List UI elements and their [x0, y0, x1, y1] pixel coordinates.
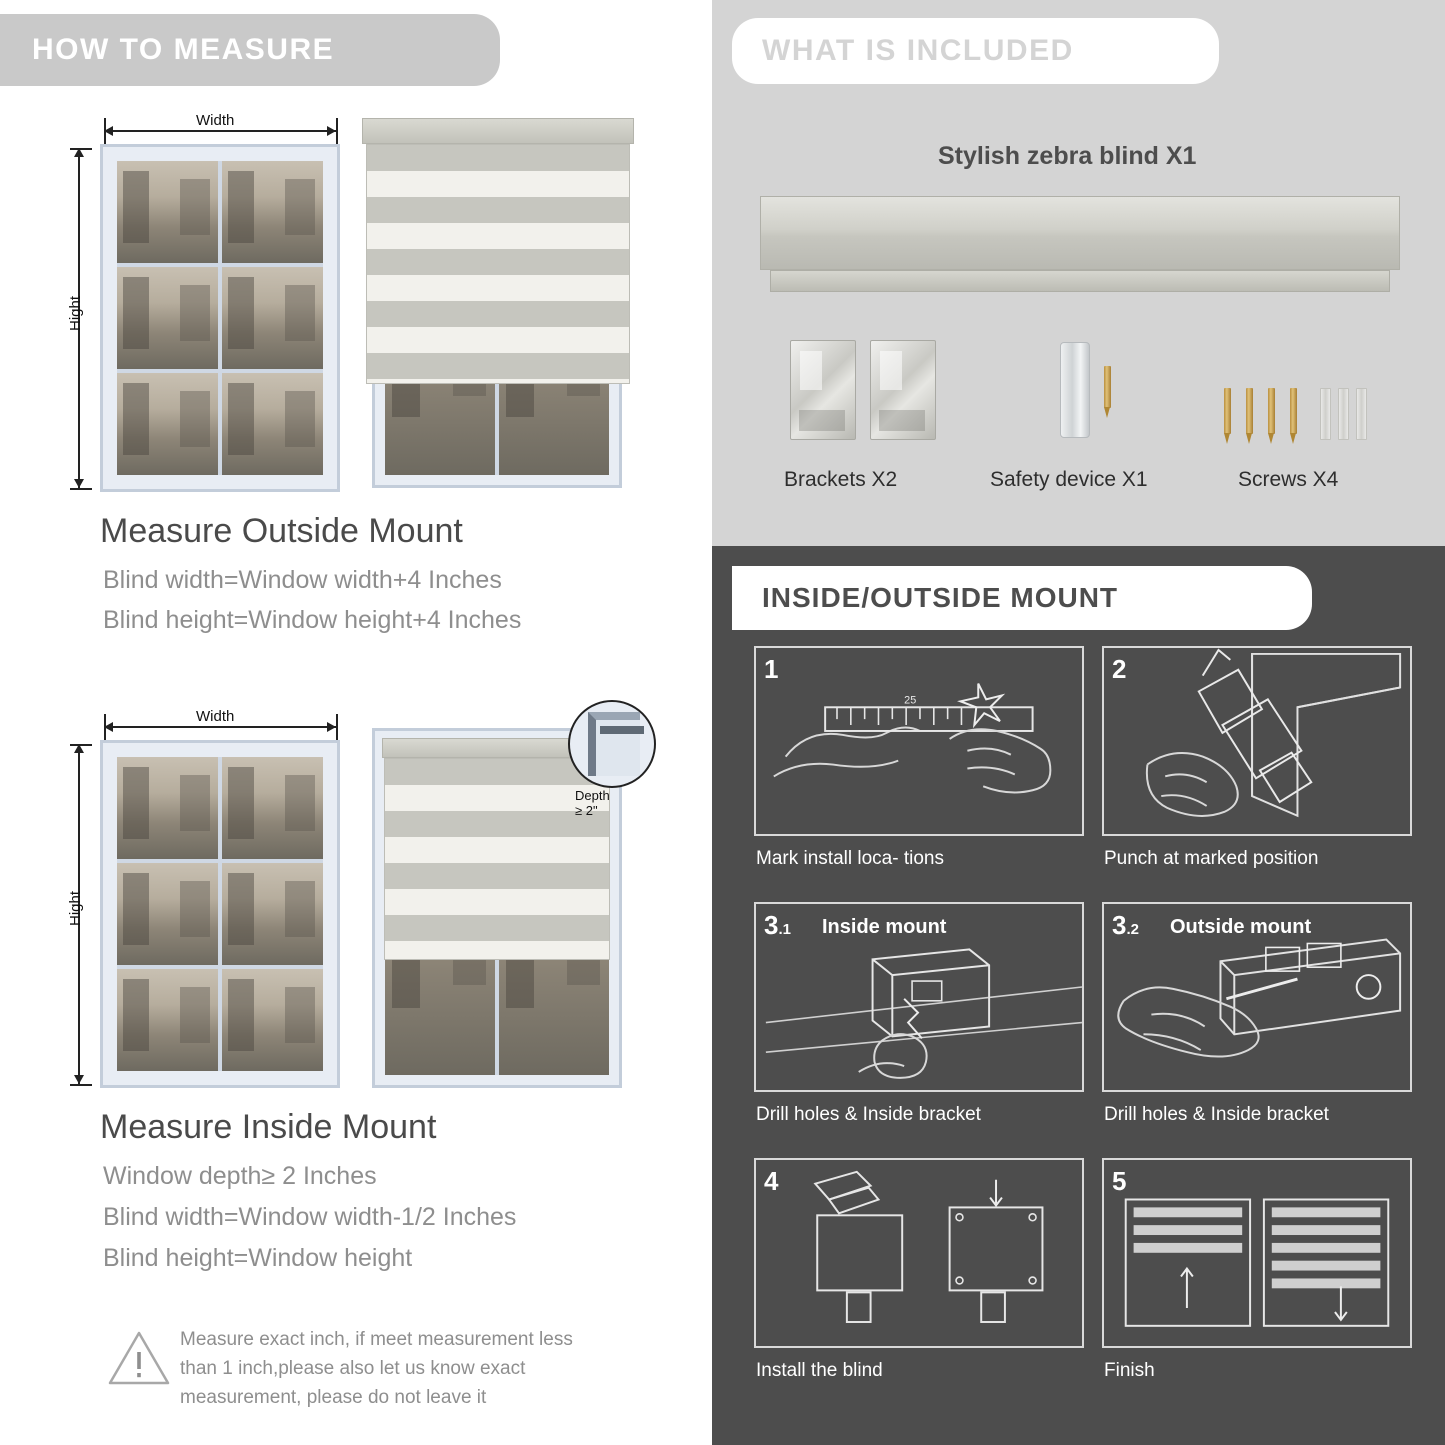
- blind-headrail-outside: [362, 118, 634, 144]
- step-4-caption: Install the blind: [756, 1360, 883, 1381]
- what-is-included-panel: [712, 0, 1445, 546]
- inside-outside-mount-title: INSIDE/OUTSIDE MOUNT: [762, 582, 1119, 613]
- inside-mount-line-2: Blind width=Window width-1/2 Inches: [103, 1203, 517, 1231]
- outside-height-tick-top: [70, 148, 92, 150]
- inside-mount-line-3: Blind height=Window height: [103, 1244, 413, 1272]
- screw-part-1: [1224, 388, 1231, 434]
- step-card-5: [1102, 1158, 1412, 1348]
- window-pane: [222, 863, 323, 965]
- outside-width-tick-right: [336, 118, 338, 146]
- inside-outside-mount-panel: [712, 546, 1445, 1445]
- step-1-sketch: [756, 648, 1082, 836]
- step-1-caption: Mark install loca- tions: [756, 848, 944, 869]
- window-pane: [117, 267, 218, 369]
- blind-product-title: Stylish zebra blind X1: [938, 142, 1197, 170]
- window-frame-inside: [100, 740, 340, 1088]
- right-column: [712, 0, 1445, 1445]
- inside-outside-mount-header: [732, 566, 1312, 630]
- what-is-included-header: [732, 18, 1219, 84]
- inside-height-tick-bottom: [70, 1084, 92, 1086]
- window-pane: [117, 969, 218, 1071]
- step-3-2-sketch: [1104, 904, 1410, 1092]
- depth-label: Depth ≥ 2": [575, 788, 610, 818]
- outside-mount-line-1: Blind width=Window width+4 Inches: [103, 566, 502, 594]
- inside-height-arrow-down: [74, 1075, 84, 1084]
- svg-text:25: 25: [904, 694, 917, 707]
- outside-height-label: Hight: [67, 295, 85, 332]
- inside-width-dim-line: [104, 726, 336, 728]
- window-pane: [222, 161, 323, 263]
- step-2-number: 2: [1112, 654, 1127, 684]
- bracket-part-2: [870, 340, 936, 440]
- outside-height-tick-bottom: [70, 488, 92, 490]
- step-3-1-caption: Drill holes & Inside bracket: [756, 1104, 981, 1125]
- wall-anchor-2: [1338, 388, 1349, 440]
- depth-callout-circle: [568, 700, 656, 788]
- inside-height-label: Hight: [67, 890, 85, 927]
- step-card-3-2: [1102, 902, 1412, 1092]
- step-3-2-number: 3.2: [1112, 910, 1139, 940]
- step-3-2-caption: Drill holes & Inside bracket: [1104, 1104, 1329, 1125]
- step-card-3-1: [754, 902, 1084, 1092]
- safety-device-part: [1060, 342, 1090, 438]
- zebra-blind-headrail-lip: [770, 270, 1390, 292]
- warning-text: Measure exact inch, if meet measurement less than 1 inch,please also let us know exact measurement, please do not leave it: [180, 1329, 573, 1408]
- left-column: [0, 0, 712, 1445]
- step-card-1: [754, 646, 1084, 836]
- step-3-1-inline-label: Inside mount: [822, 916, 947, 938]
- inside-height-tick-top: [70, 744, 92, 746]
- inside-width-arrow-right: [327, 722, 336, 732]
- window-pane: [117, 863, 218, 965]
- what-is-included-title: WHAT IS INCLUDED: [762, 34, 1074, 67]
- step-2-sketch: [1104, 648, 1410, 836]
- window-pane: [222, 373, 323, 475]
- inside-mount-title: Measure Inside Mount: [100, 1108, 437, 1146]
- step-5-caption: Finish: [1104, 1360, 1155, 1381]
- outside-height-arrow-down: [74, 479, 84, 488]
- step-5-sketch: [1104, 1160, 1410, 1348]
- window-frame-outside: [100, 144, 340, 492]
- inside-width-tick-left: [104, 714, 106, 742]
- window-pane: [222, 757, 323, 859]
- brackets-caption: Brackets X2: [784, 468, 898, 491]
- step-4-number: 4: [764, 1166, 779, 1196]
- screw-part-2: [1246, 388, 1253, 434]
- outside-mount-line-2: Blind height=Window height+4 Inches: [103, 606, 522, 634]
- wall-anchor-1: [1320, 388, 1331, 440]
- step-card-2: [1102, 646, 1412, 836]
- screws-caption: Screws X4: [1238, 468, 1339, 491]
- outside-mount-title: Measure Outside Mount: [100, 512, 463, 550]
- safety-device-caption: Safety device X1: [990, 468, 1148, 491]
- screw-part-3: [1268, 388, 1275, 434]
- blind-fabric-outside: [366, 144, 630, 384]
- step-5-number: 5: [1112, 1166, 1127, 1196]
- wall-anchor-3: [1356, 388, 1367, 440]
- step-3-1-sketch: [756, 904, 1082, 1092]
- how-to-measure-header: [0, 14, 500, 86]
- outside-width-dim-line: [104, 130, 336, 132]
- step-4-sketch: [756, 1160, 1082, 1348]
- outside-width-tick-left: [104, 118, 106, 146]
- step-3-2-inline-label: Outside mount: [1170, 916, 1312, 938]
- step-card-4: [754, 1158, 1084, 1348]
- bracket-part-1: [790, 340, 856, 440]
- safety-device-screw: [1104, 366, 1111, 408]
- window-pane: [222, 969, 323, 1071]
- window-pane: [117, 161, 218, 263]
- outside-width-arrow-right: [327, 126, 336, 136]
- inside-width-tick-right: [336, 714, 338, 742]
- step-3-1-number: 3.1: [764, 910, 791, 940]
- how-to-measure-title: HOW TO MEASURE: [32, 33, 335, 66]
- step-1-number: 1: [764, 654, 779, 684]
- window-pane: [117, 757, 218, 859]
- zebra-blind-headrail: [760, 196, 1400, 270]
- inside-mount-line-1: Window depth≥ 2 Inches: [103, 1162, 377, 1190]
- warning-triangle-icon: [108, 1330, 170, 1391]
- outside-width-label: Width: [192, 112, 238, 129]
- inside-width-label: Width: [192, 708, 238, 725]
- screw-part-4: [1290, 388, 1297, 434]
- window-pane: [117, 373, 218, 475]
- window-pane: [222, 267, 323, 369]
- step-2-caption: Punch at marked position: [1104, 848, 1319, 869]
